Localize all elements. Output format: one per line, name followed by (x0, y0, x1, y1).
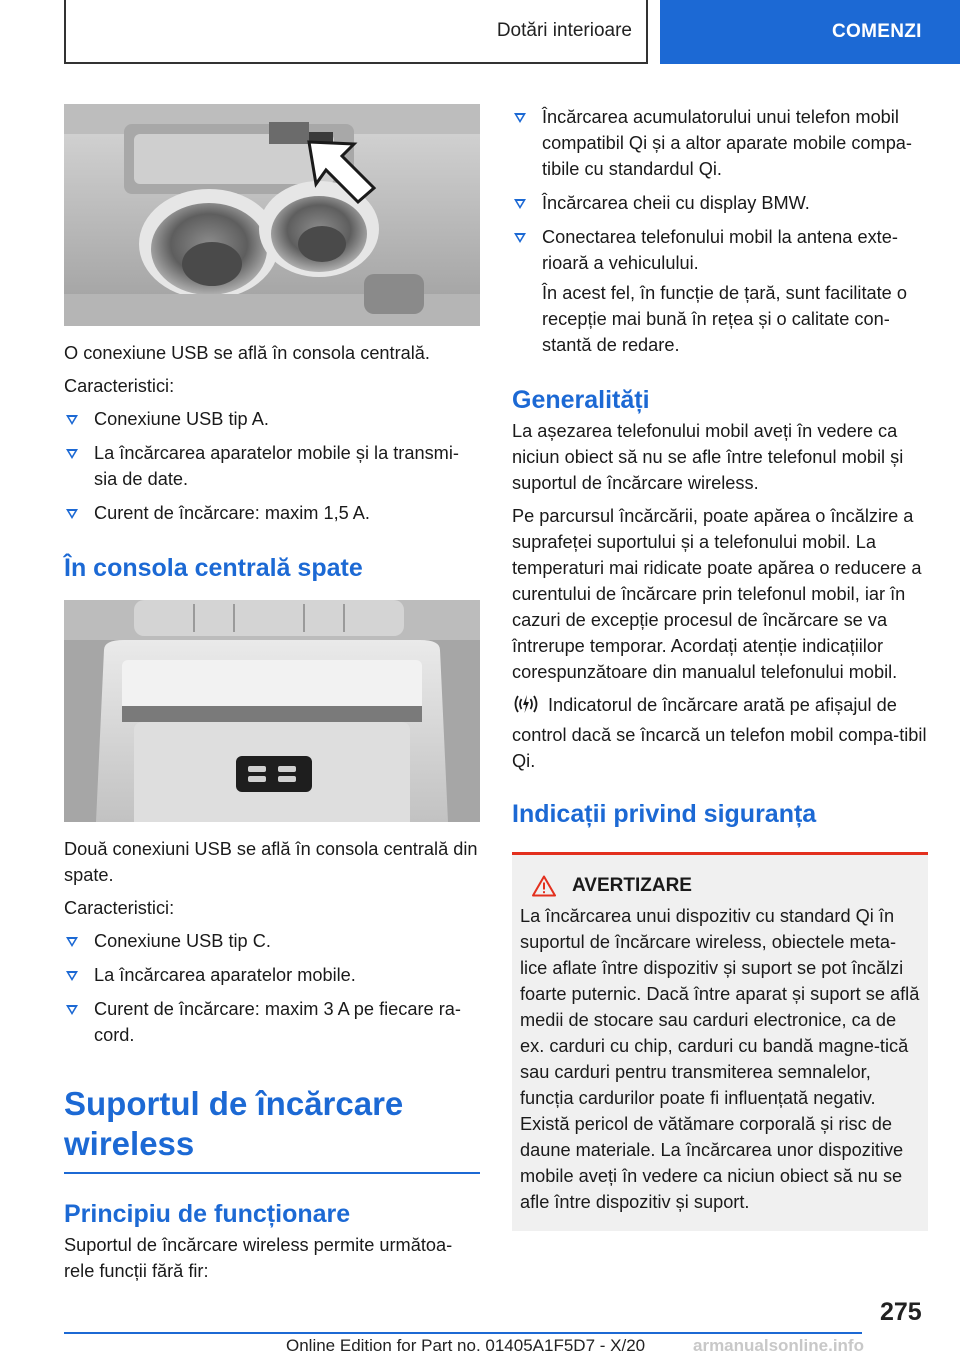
heading-safety: Indicații privind siguranța (512, 800, 817, 828)
warning-title: AVERTIZARE (520, 875, 920, 897)
list-item: Încărcarea cheii cu display BMW. (512, 190, 928, 216)
section-divider (64, 1172, 480, 1174)
page-number: 275 (880, 1298, 922, 1326)
heading-rear-console: În consola centrală spate (64, 554, 363, 582)
general-text-2: Pe parcursul încărcării, poate apărea o încălzire a suprafeței suportului și a telefonului mobil. La temperaturi mai ridicate poate apărea o reducere a curentului de încărcare prin telefonul mobil, iar în cazuri de excepție procesul de încărcare se va întrerupe temporar. Acordați atenție indicațiilor corespunzătoare din manualul telefonului mobil. (512, 506, 922, 682)
right-column (512, 104, 928, 1231)
bullet-triangle-icon (66, 971, 78, 981)
watermark: armanualsonline.info (693, 1336, 864, 1355)
heading-general: Generalități (512, 386, 650, 414)
list-item: Curent de încărcare: maxim 3 A pe fiecare ra-cord. (64, 996, 480, 1048)
section-title: Dotări interioare (496, 20, 632, 41)
principle-text: Suportul de încărcare wireless permite următoa-rele funcții fără fir: (64, 1235, 453, 1281)
list-item: La încărcarea aparatelor mobile. (64, 962, 480, 988)
edition-note: Online Edition for Part no. 01405A1F5D7 - X/20 (286, 1336, 646, 1355)
section-tab (64, 0, 648, 64)
wireless-functions-list (512, 104, 928, 358)
list-item: La încărcarea aparatelor mobile și la transmi-sia de date. (64, 440, 480, 492)
caption-front-usb: O conexiune USB se află în consola centrală. (64, 343, 430, 363)
list-item: Curent de încărcare: maxim 1,5 A. (64, 500, 480, 526)
features-label: Caracteristici: (64, 898, 175, 918)
bullet-triangle-icon (66, 509, 78, 519)
general-text-1: La așezarea telefonului mobil aveți în vedere ca niciun obiect să nu se afle între telefonul mobil și suportul de încărcare wireless. (512, 421, 904, 493)
bullet-triangle-icon (514, 199, 526, 209)
list-item: Conexiune USB tip A. (64, 406, 480, 432)
wireless-charging-icon (512, 693, 540, 722)
bullet-triangle-icon (66, 1005, 78, 1015)
warning-text: La încărcarea unui dispozitiv cu standard Qi în suportul de încărcare wireless, obiectele meta-lice aflate între dispozitiv și suport se pot încălzi foarte puternic. Dacă între aparat și suport se află medii de stocare sau carduri electronice, ca de ex. carduri cu chip, carduri cu bandă magne-tică sau carduri pentru transmiterea semnalelor, funcția cardurilor poate fi influențată negativ. Există pericol de vătămare corporală și risc de daune materiale. La încărcarea unor dispozitive mobile aveți în vedere ca niciun obiect să nu se afle între dispozitiv și suport. (520, 906, 920, 1212)
bullet-triangle-icon (66, 449, 78, 459)
indicator-paragraph: Indicatorul de încărcare arată pe afișajul de control dacă se încarcă un telefon mobil compa-tibil Qi. (512, 695, 927, 771)
heading-principle: Principiu de funcționare (64, 1200, 351, 1228)
bullet-triangle-icon (66, 415, 78, 425)
chapter-title: COMENZI (832, 21, 922, 42)
list-item: Conexiune USB tip C. (64, 928, 480, 954)
bullet-triangle-icon (66, 937, 78, 947)
caption-rear-usb: Două conexiuni USB se află în consola centrală din spate. (64, 839, 478, 885)
rear-console-illustration (64, 600, 480, 822)
left-column (64, 104, 480, 1291)
features-label: Caracteristici: (64, 376, 175, 396)
heading-wireless-charging: Suportul de încărcare wireless (64, 1085, 404, 1162)
features-list-rear (64, 928, 480, 1048)
photo-front-console-usb (64, 104, 480, 326)
photo-rear-console-usb (64, 600, 480, 822)
list-item: Încărcarea acumulatorului unui telefon mobil compatibil Qi și a altor aparate mobile compa-tibile cu standardul Qi. (512, 104, 928, 182)
warning-box (512, 852, 928, 1231)
features-list-front (64, 406, 480, 526)
footer-divider (64, 1332, 862, 1334)
antenna-note: În acest fel, în funcție de țară, sunt facilitate o recepție mai bună în rețea și o calitate con-stantă de redare. (542, 283, 907, 355)
list-item: Conectarea telefonului mobil la antena exte-rioară a vehiculului. În acest fel, în funcție de țară, sunt facilitate o recepție mai bună în rețea și o calitate con-stantă de redare. (512, 224, 928, 358)
front-console-illustration (64, 104, 480, 326)
chapter-tab (660, 0, 960, 64)
warning-triangle-icon (532, 875, 556, 897)
bullet-triangle-icon (514, 113, 526, 123)
bullet-triangle-icon (514, 233, 526, 243)
